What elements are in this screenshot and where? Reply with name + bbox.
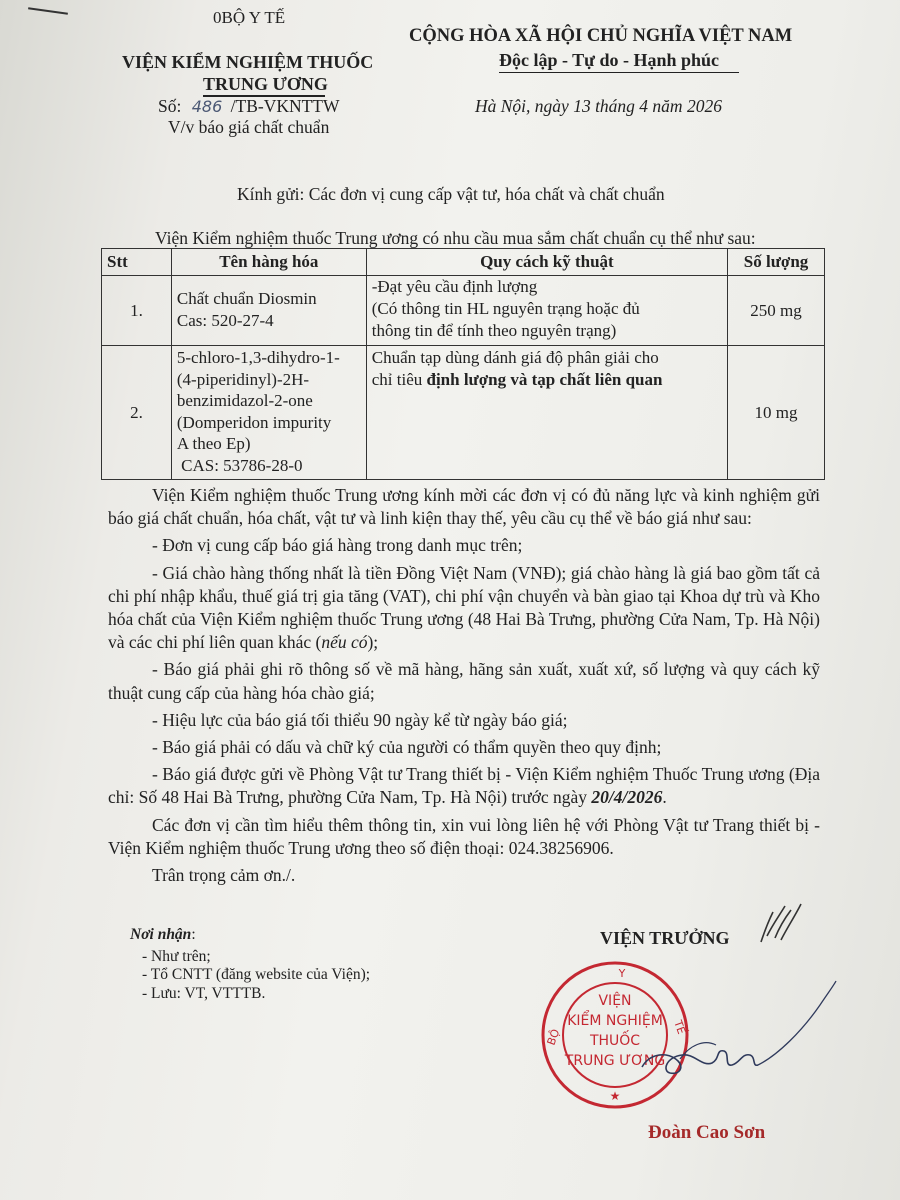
spec-bold: định lượng và tạp chất liên quan: [426, 370, 663, 389]
req6-text: - Báo giá được gửi về Phòng Vật tư Trang thiết bị - Viện Kiểm nghiệm Thuốc Trung ương (Địa chỉ: Số 48 Hai Bà Trưng, phường Cửa Nam, Tp. Hà Nội) trước ngày: [108, 764, 820, 808]
signature-icon: [620, 975, 850, 1095]
header-spec: Quy cách kỹ thuật: [366, 249, 727, 276]
recipient-item: - Tổ CNTT (đăng website của Viện);: [142, 966, 371, 983]
row-stt: 2.: [102, 346, 172, 480]
number-prefix: Số:: [158, 96, 182, 116]
requirement-5: - Báo giá phải có dấu và chữ ký của người có thẩm quyền theo quy định;: [152, 737, 662, 758]
item-name-line: benzimidazol-2-one: [176, 391, 313, 410]
row-quantity: 250 mg: [728, 276, 825, 346]
body-section: [108, 484, 820, 887]
document-number: [158, 96, 340, 117]
spec-prefix: chỉ tiêu: [371, 370, 427, 389]
signer-name: Đoàn Cao Sơn: [648, 1122, 766, 1143]
deadline-date: 20/4/2026: [591, 787, 663, 808]
svg-text:TẾ: TẾ: [671, 1018, 689, 1036]
table-header-row: [102, 249, 825, 276]
signature-initial-icon: [755, 900, 815, 950]
invitation-paragraph: Viện Kiểm nghiệm thuốc Trung ương kính mời các đơn vị có đủ năng lực và kinh nghiệm gửi báo giá chất chuẩn, hóa chất, vật tư và linh kiện thay thế, yêu cầu cụ thể về báo giá như sau:: [108, 485, 820, 529]
row-stt: 1.: [102, 276, 172, 346]
spec-line: -Đạt yêu cầu định lượng: [371, 277, 538, 296]
document-date: Hà Nội, ngày 13 tháng 4 năm 2026: [475, 96, 722, 116]
req2-text: - Giá chào hàng thống nhất là tiền Đồng Việt Nam (VNĐ); giá chào hàng là giá bao gồm tất cả chi phí nhập khẩu, thuế giá trị gia tăng (VAT), chi phí vận chuyển và bàn giao tại Khoa dự trù và Kho hóa chất của Viện Kiểm nghiệm thuốc Trung ương (48 Hai Bà Trưng, phường Cửa Nam, Tp. Hà Nội) và các chi phí liên quan khác (: [108, 562, 820, 653]
recipients-label: Nơi nhận: [130, 926, 192, 943]
contact-paragraph: Các đơn vị cần tìm hiểu thêm thông tin, xin vui lòng liên hệ với Phòng Vật tư Trang thiết bị - Viện Kiểm nghiệm thuốc Trung ương theo số điện thoại: 024.38256906.: [108, 814, 820, 858]
svg-text:BỘ: BỘ: [544, 1027, 563, 1048]
req2-end: );: [367, 632, 379, 653]
ministry-name: 0BỘ Y TẾ: [213, 8, 286, 27]
row-item-name: [171, 276, 366, 346]
row-item-name: [171, 346, 366, 480]
requirement-4: - Hiệu lực của báo giá tối thiểu 90 ngày kể từ ngày báo giá;: [152, 709, 568, 730]
stamp-line3: THUỐC: [589, 1033, 641, 1049]
spec-line: (Có thông tin HL nguyên trạng hoặc đủ: [371, 299, 640, 318]
stamp-line1: VIỆN: [598, 993, 632, 1009]
item-name-line: (Domperidon impurity: [176, 412, 332, 432]
country-name: CỘNG HÒA XÃ HỘI CHỦ NGHĨA VIỆT NAM: [409, 26, 793, 46]
row-quantity: 10 mg: [728, 346, 825, 480]
item-name-line: Chất chuẩn Diosmin: [176, 289, 317, 308]
stamp-letter: Y: [618, 967, 626, 980]
requirement-1: - Đơn vị cung cấp báo giá hàng trong danh mục trên;: [152, 535, 523, 556]
item-name-line: (4-piperidinyl)-2H-: [176, 369, 310, 389]
subject-line: V/v báo giá chất chuẩn: [168, 117, 330, 137]
stamp-line2: KIỂM NGHIỆM: [567, 1013, 663, 1029]
table-row: [102, 276, 825, 346]
motto-underline: [499, 72, 739, 73]
institute-name-line2: TRUNG ƯƠNG: [203, 74, 328, 94]
item-cas-line: Cas: 520-27-4: [176, 311, 274, 330]
spec-line: thông tin để tính theo nguyên trạng): [371, 321, 617, 340]
row-spec: [366, 276, 727, 346]
header-stt: Stt: [102, 249, 172, 276]
requirement-6: [108, 763, 820, 809]
requirement-2: [108, 562, 820, 655]
recipient-item: - Lưu: VT, VTTTB.: [142, 985, 266, 1002]
req6-end: .: [662, 787, 667, 808]
closing-text: Trân trọng cảm ơn./.: [152, 865, 296, 886]
header-quantity: Số lượng: [728, 249, 825, 276]
req2-italic: nếu có: [321, 632, 368, 653]
number-handwritten: 486: [191, 97, 223, 116]
institute-name-line1: VIỆN KIỂM NGHIỆM THUỐC: [122, 52, 374, 72]
signer-title: VIỆN TRƯỞNG: [600, 928, 730, 948]
stamp-line4: TRUNG ƯƠNG: [564, 1053, 666, 1069]
greeting: Kính gửi: Các đơn vị cung cấp vật tư, hóa chất và chất chuẩn: [237, 184, 665, 204]
corner-mark: [28, 7, 68, 15]
national-motto: Độc lập - Tự do - Hạnh phúc: [499, 50, 720, 70]
row-spec: [366, 346, 727, 480]
requirement-3: - Báo giá phải ghi rõ thông số về mã hàng, hãng sản xuất, xuất xứ, số lượng và quy cách kỹ thuật cung cấp của hàng hóa chào giá;: [108, 659, 820, 703]
intro-text: Viện Kiểm nghiệm thuốc Trung ương có nhu cầu mua sắm chất chuẩn cụ thể như sau:: [155, 228, 756, 248]
recipients-title: [130, 926, 196, 944]
number-suffix: /TB-VKNTTW: [230, 96, 340, 116]
item-name-line: A theo Ep): [176, 434, 251, 453]
header-item-name: Tên hàng hóa: [171, 249, 366, 276]
item-name-line: 5-chloro-1,3-dihydro-1-: [176, 348, 340, 367]
svg-text:★: ★: [609, 1089, 621, 1103]
item-cas-line: CAS: 53786-28-0: [176, 455, 303, 475]
items-table: [101, 248, 825, 480]
table-row: [102, 346, 825, 480]
recipient-item: - Như trên;: [142, 948, 211, 965]
spec-line: [372, 369, 722, 391]
recipients-colon: :: [191, 926, 196, 943]
spec-line: Chuẩn tạp dùng dánh giá độ phân giải cho: [371, 348, 659, 367]
